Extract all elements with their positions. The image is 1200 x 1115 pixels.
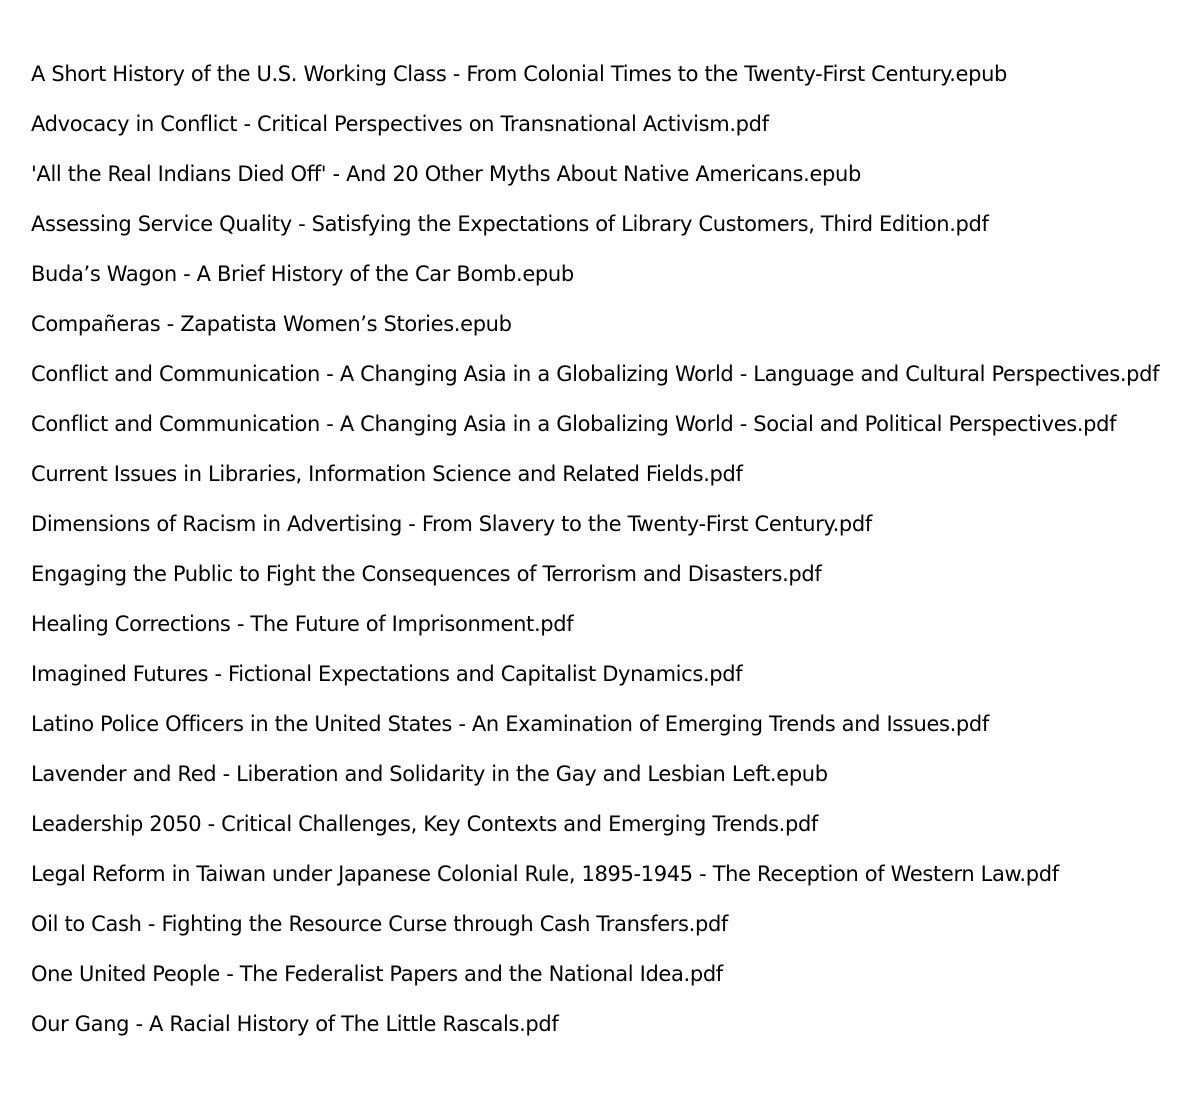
file-item: Latino Police Officers in the United States - An Examination of Emerging Trends and Issues.pdf xyxy=(31,712,989,736)
file-item: Oil to Cash - Fighting the Resource Curse through Cash Transfers.pdf xyxy=(31,912,728,936)
file-item: Compañeras - Zapatista Women’s Stories.epub xyxy=(31,312,512,336)
file-item: A Short History of the U.S. Working Class - From Colonial Times to the Twenty-First Century.epub xyxy=(31,62,1008,86)
file-item: Advocacy in Conflict - Critical Perspectives on Transnational Activism.pdf xyxy=(31,112,769,136)
file-item: Buda’s Wagon - A Brief History of the Car Bomb.epub xyxy=(31,262,574,286)
file-item: One United People - The Federalist Papers and the National Idea.pdf xyxy=(31,962,723,986)
file-item: Conflict and Communication - A Changing Asia in a Globalizing World - Language and Cultural Perspectives.pdf xyxy=(31,362,1160,386)
file-item: Our Gang - A Racial History of The Little Rascals.pdf xyxy=(31,1012,559,1036)
file-item: Dimensions of Racism in Advertising - From Slavery to the Twenty-First Century.pdf xyxy=(31,512,872,536)
file-item: 'All the Real Indians Died Off' - And 20 Other Myths About Native Americans.epub xyxy=(31,162,861,186)
file-item: Current Issues in Libraries, Information Science and Related Fields.pdf xyxy=(31,462,743,486)
file-item: Healing Corrections - The Future of Imprisonment.pdf xyxy=(31,612,574,636)
file-item: Assessing Service Quality - Satisfying the Expectations of Library Customers, Third Edition.pdf xyxy=(31,212,989,236)
file-item: Lavender and Red - Liberation and Solidarity in the Gay and Lesbian Left.epub xyxy=(31,762,828,786)
file-item: Engaging the Public to Fight the Consequences of Terrorism and Disasters.pdf xyxy=(31,562,822,586)
file-item: Imagined Futures - Fictional Expectations and Capitalist Dynamics.pdf xyxy=(31,662,743,686)
file-item: Leadership 2050 - Critical Challenges, Key Contexts and Emerging Trends.pdf xyxy=(31,812,818,836)
file-item: Conflict and Communication - A Changing Asia in a Globalizing World - Social and Political Perspectives.pdf xyxy=(31,412,1117,436)
file-item: Legal Reform in Taiwan under Japanese Colonial Rule, 1895-1945 - The Reception of Western Law.pdf xyxy=(31,862,1059,886)
file-list xyxy=(31,62,1181,1062)
